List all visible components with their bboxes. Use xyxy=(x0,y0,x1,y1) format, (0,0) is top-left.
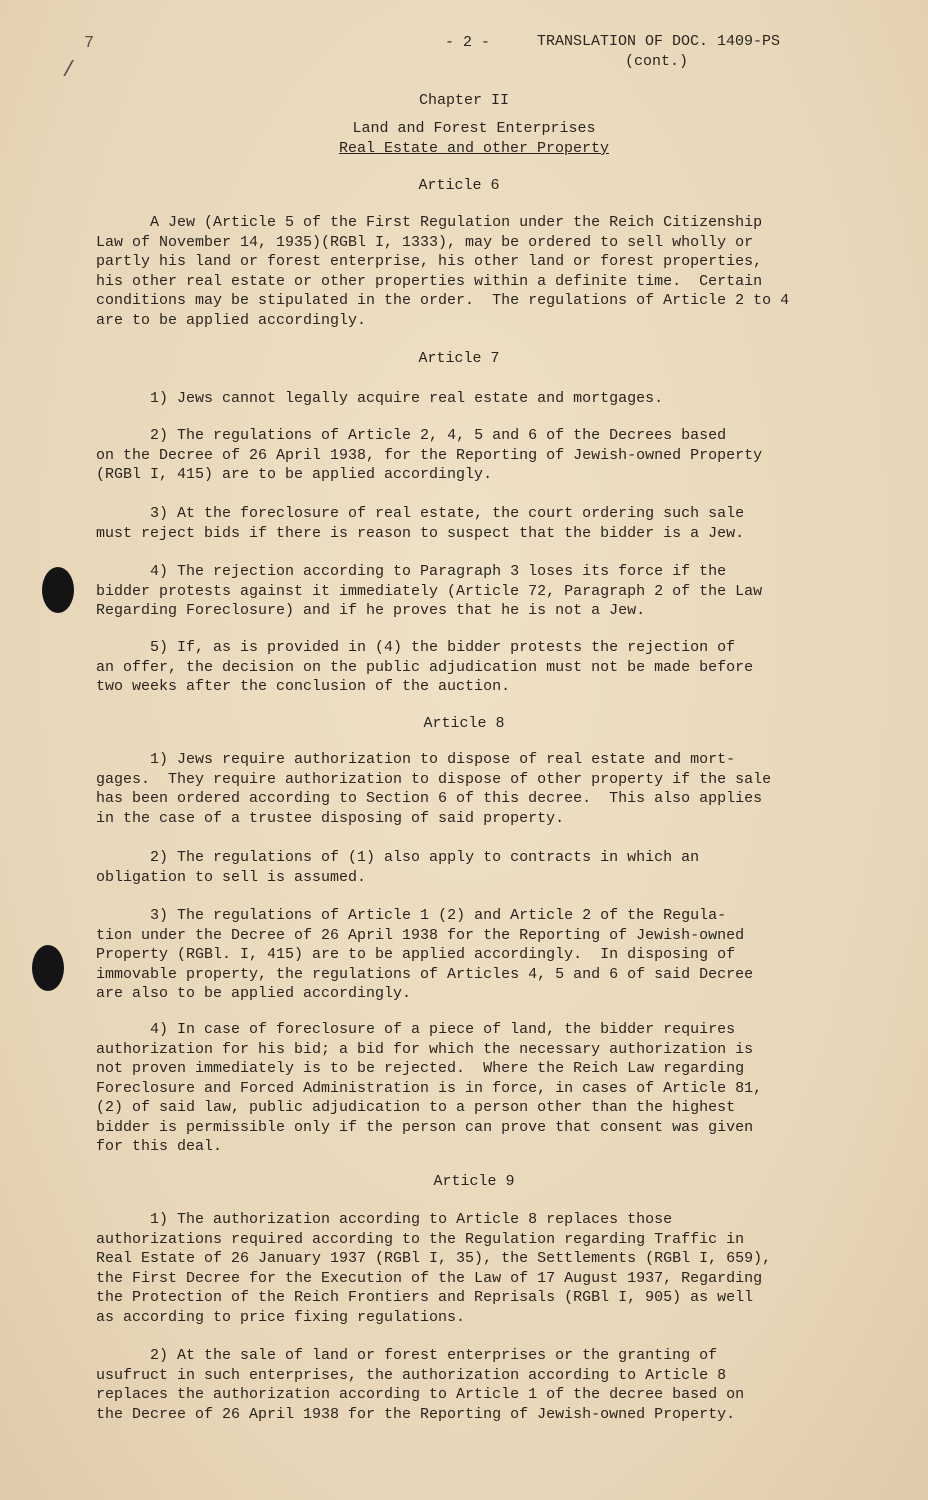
page-number: - 2 - xyxy=(445,34,491,51)
article-9-paragraph-2: 2) At the sale of land or forest enterprises or the granting of usufruct in such enterprises, the authorization according to Article 8 replaces the authorization according to Article 1 of the decree based on the Decree of 26 April 1938 for the Reporting of Jewish-owned Property. xyxy=(96,1347,745,1423)
punch-hole-upper xyxy=(42,567,74,613)
document-header xyxy=(537,32,780,72)
chapter-subtitle: Land and Forest Enterprises xyxy=(352,120,596,137)
article-8-paragraph-4: 4) In case of foreclosure of a piece of land, the bidder requires authorization for his bid; a bid for which the necessary authorization is not proven immediately is to be rejected. Where the Reich Law regarding Foreclosure and Forced Administration is in force, in cases of Article 81, (2) of said law, public adjudication to a person other than the highest bidder is permissible only if the person can prove that consent was given for this deal. xyxy=(96,1021,763,1155)
article-7-heading: Article 7 xyxy=(418,350,500,367)
punch-hole-lower xyxy=(32,945,64,991)
margin-mark-slash: / xyxy=(62,58,76,83)
article-9-heading: Article 9 xyxy=(433,1173,515,1190)
article-7-paragraph-2: 2) The regulations of Article 2, 4, 5 and 6 of the Decrees based on the Decree of 26 April 1938, for the Reporting of Jewish-owned Property (RGBl I, 415) are to be applied accordingly. xyxy=(96,427,763,483)
article-8-paragraph-2: 2) The regulations of (1) also apply to contracts in which an obligation to sell is assumed. xyxy=(96,849,700,886)
document-title: TRANSLATION OF DOC. 1409-PS xyxy=(537,33,781,50)
article-9-paragraph-1: 1) The authorization according to Article 8 replaces those authorizations required according to the Regulation regarding Traffic in Real Estate of 26 January 1937 (RGBl I, 35), the Settlements (RGBl I, 659), the First Decree for the Execution of the Law of 17 August 1937, Regarding the Protection of the Reich Frontiers and Reprisals (RGBl I, 905) as well as according to price fixing regulations. xyxy=(96,1211,772,1326)
article-7-paragraph-1: 1) Jews cannot legally acquire real estate and mortgages. xyxy=(96,390,664,407)
article-8-paragraph-3: 3) The regulations of Article 1 (2) and Article 2 of the Regula- tion under the Decree of 26 April 1938 for the Reporting of Jewish-owned Property (RGBl. I, 415) are to be applied accordingly. In disposing of immovable property, the regulations of Articles 4, 5 and 6 of said Decree are also to be applied accordingly. xyxy=(96,907,754,1002)
chapter-title: Chapter II xyxy=(418,92,509,109)
article-7-paragraph-4: 4) The rejection according to Paragraph 3 loses its force if the bidder protests against it immediately (Article 72, Paragraph 2 of the Law Regarding Foreclosure) and if he proves that he is not a Jew. xyxy=(96,563,763,619)
margin-mark-number: 7 xyxy=(84,34,95,53)
article-7-paragraph-3: 3) At the foreclosure of real estate, the court ordering such sale must reject bids if there is reason to suspect that the bidder is a Jew. xyxy=(96,505,745,542)
continued-label: (cont.) xyxy=(625,53,689,70)
chapter-subtitle-underlined: Real Estate and other Property xyxy=(338,140,610,157)
article-8-heading: Article 8 xyxy=(423,715,505,732)
article-6-heading: Article 6 xyxy=(418,177,500,194)
article-8-paragraph-1: 1) Jews require authorization to dispose of real estate and mort- gages. They require authorization to dispose of other property if the sale has been ordered according to Section 6 of this decree. This also applies in the case of a trustee disposing of said property. xyxy=(96,751,772,827)
article-6-text: A Jew (Article 5 of the First Regulation under the Reich Citizenship Law of November 14, 1935)(RGBl I, 1333), may be ordered to sell wholly or partly his land or forest enterprise, his other land or forest properties, his other real estate or other properties within a definite time. Certain conditions may be stipulated in the order. The regulations of Article 2 to 4 are to be applied accordingly. xyxy=(96,214,790,329)
article-7-paragraph-5: 5) If, as is provided in (4) the bidder protests the rejection of an offer, the decision on the public adjudication must not be made before two weeks after the conclusion of the auction. xyxy=(96,639,754,695)
